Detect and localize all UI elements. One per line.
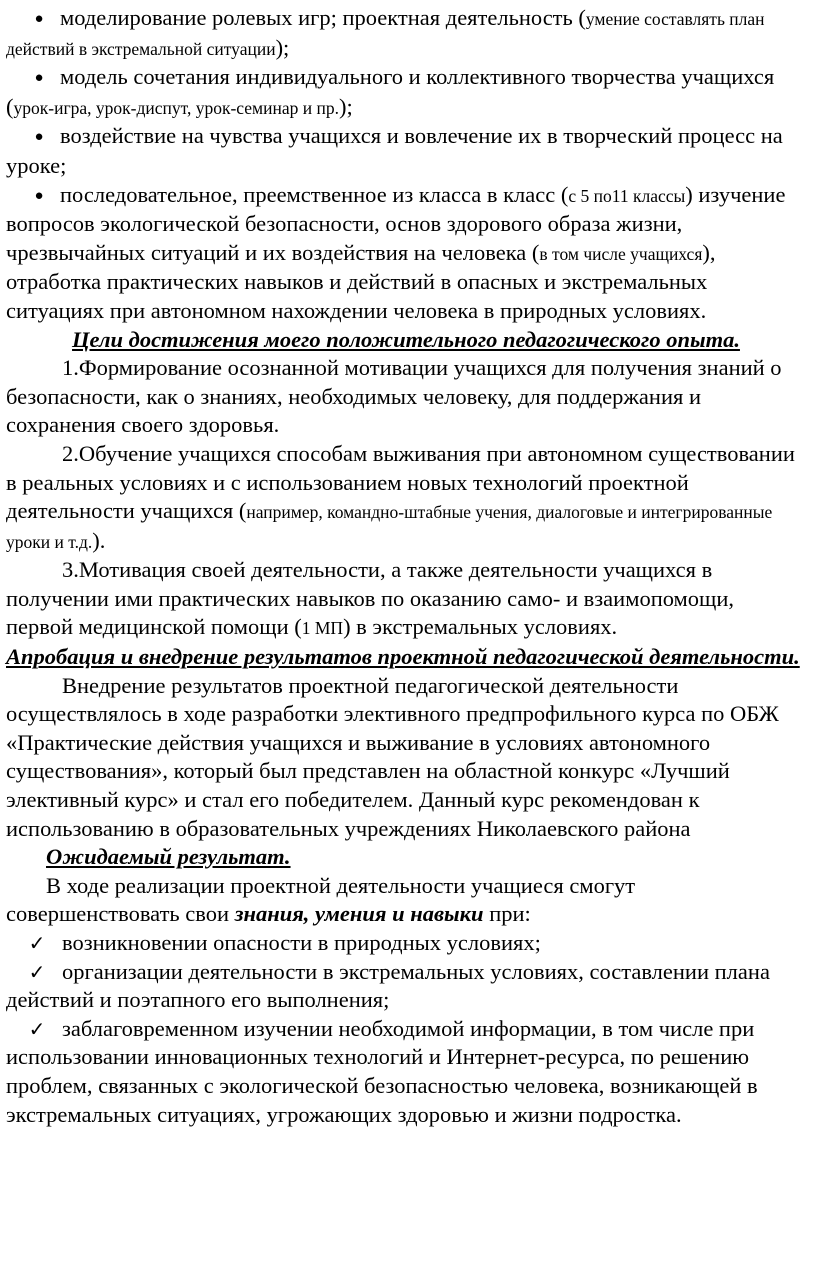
checklist-item-2: ✓организации деятельности в экстремальных условиях, составлении плана действий и поэтапного его выполнения; [6, 958, 806, 1015]
checklist-item-3: ✓заблаговременном изучении необходимой информации, в том числе при использовании инновационных технологий и Интернет-ресурса, по решению проблем, связанных с экологической безопасностью человека, возникающей в экстремальных ситуациях, угрожающих здоровью и жизни подростка. [6, 1015, 806, 1129]
bullet-item-3: ●воздействие на чувства учащихся и вовлечение их в творческий процесс на уроке; [6, 122, 806, 180]
checklist-item-1: ✓возникновении опасности в природных условиях; [6, 929, 806, 958]
bullet-icon [24, 64, 54, 93]
bullet-item-1: ●моделирование ролевых игр; проектная деятельность (умение составлять план действий в экстремальной ситуации); [6, 4, 806, 63]
bullet-item-4: ●последовательное, преемственное из класса в класс (с 5 по11 классы) изучение вопросов экологической безопасности, основ здорового образа жизни, чрезвычайных ситуаций и их воздействия на человека (в том числе учащихся), отработка практических навыков и действий в опасных и экстремальных ситуациях при автономном нахождении человека в природных условиях. [6, 181, 806, 326]
goal-item-1: 1.Формирование осознанной мотивации учащихся для получения знаний о безопасности, как о знаниях, необходимых человеку, для поддержания и сохранения своего здоровья. [6, 355, 782, 438]
bullet-icon [24, 5, 54, 34]
checkmark-icon [22, 1015, 52, 1044]
expected-intro: В ходе реализации проектной деятельности учащиеся смогут совершенствовать свои знания, умения и навыки при: [6, 872, 636, 927]
expected-heading: Ожидаемый результат. [46, 844, 291, 870]
approbation-text: Внедрение результатов проектной педагогической деятельности осуществлялось в ходе разработки элективного предпрофильного курса по ОБЖ «Практические действия учащихся и выживание в условиях автономного существования», который был представлен на областной конкурс «Лучший элективный курс» и стал его победителем. Данный курс рекомендован к использованию в образовательных учреждениях Николаевского района [6, 672, 779, 841]
bullet-icon [24, 182, 54, 211]
approbation-heading: Апробация и внедрение результатов проектной педагогической деятельности. [6, 644, 800, 670]
checkmark-icon [22, 958, 52, 987]
checkmark-icon [22, 929, 52, 958]
goals-heading: Цели достижения моего положительного педагогического опыта. [72, 326, 740, 352]
bullet-icon [24, 123, 54, 152]
goal-item-3: 3.Мотивация своей деятельности, а также деятельности учащихся в получении ими практических навыков по оказанию само- и взаимопомощи, первой медицинской помощи (1 МП) в экстремальных условиях. [6, 557, 735, 640]
bullet-item-2: ●модель сочетания индивидуального и коллективного творчества учащихся (урок-игра, урок-диспут, урок-семинар и пр.); [6, 63, 806, 122]
goal-item-2: 2.Обучение учащихся способам выживания при автономном существовании в реальных условиях и с использованием новых технологий проектной деятельности учащихся (например, командно-штабные учения, диалоговые и интегрированные уроки и т.д.). [6, 440, 795, 553]
